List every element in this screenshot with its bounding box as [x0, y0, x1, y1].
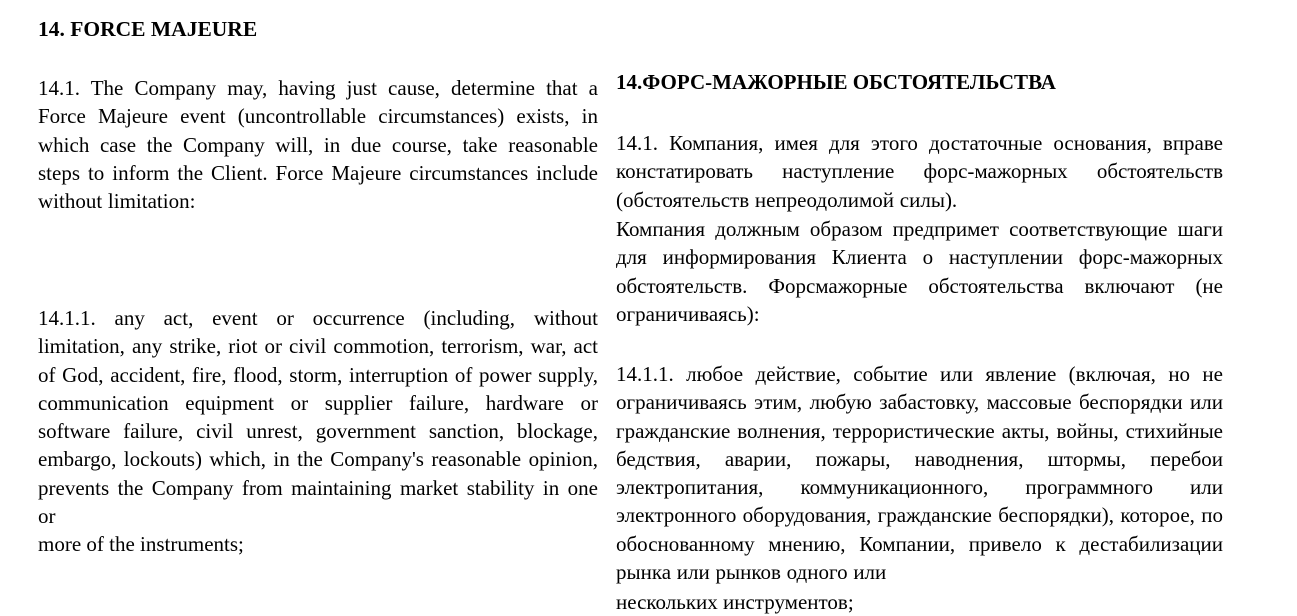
russian-clause-14-1-1-end: нескольких инструментов;: [616, 590, 854, 614]
english-clause-14-1-1: 14.1.1. any act, event or occurrence (including, without limitation, any strike, riot or civil commotion, terrorism, war, act of God, accident, fire, flood, storm, interruption of power supply, communication equipment or supplier failure, hardware or software failure, civil unrest, government sanction, blockage, embargo, lockouts) which, in the Company's reasonable opinion, prevents the Company from maintaining market stability in one or: [38, 306, 598, 529]
russian-clause-14-1-1: 14.1.1. любое действие, событие или явление (включая, но не ограничиваясь этим, любую забастовку, массовые беспорядки или гражданские волнения, террористические акты, войны, стихийные бедствия, аварии, пожары, наводнения, штормы, перебои электропитания, коммуникационного, программного или электронного оборудования, гражданские беспорядки), которое, по обоснованному мнению, Компании, привело к дестабилизации рынка или рынков одного или: [616, 362, 1223, 585]
english-clause-14-1: 14.1. The Company may, having just cause, determine that a Force Majeure event (uncontrollable circumstances) exists, in which case the Company will, in due course, take reasonable steps to inform the Client. Force Majeure circumstances include without limitation:: [38, 76, 598, 214]
english-heading: 14. FORCE MAJEURE: [38, 17, 258, 41]
english-clause-14-1-1-end: more of the instruments;: [38, 532, 244, 556]
russian-heading: 14.ФОРС-МАЖОРНЫЕ ОБСТОЯТЕЛЬСТВА: [616, 70, 1056, 94]
russian-clause-14-1-a: 14.1. Компания, имея для этого достаточные основания, вправе констатировать наступление форс-мажорных обстоятельств (обстоятельств непреодолимой силы).: [616, 131, 1223, 212]
russian-clause-14-1-b: Компания должным образом предпримет соответствующие шаги для информирования Клиента о наступлении форс-мажорных обстоятельств. Форсмажорные обстоятельства включают (не ограничиваясь):: [616, 217, 1223, 326]
